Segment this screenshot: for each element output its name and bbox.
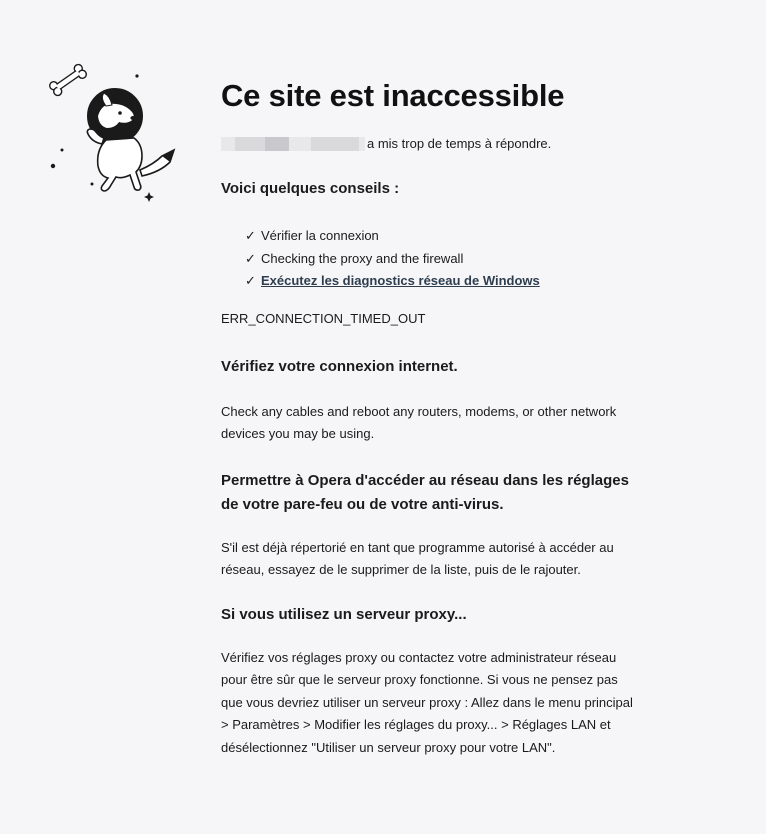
tips-list	[245, 225, 641, 293]
list-item	[245, 270, 641, 293]
timeout-message	[221, 134, 641, 154]
section-body-firewall: S'il est déjà répertorié en tant que programme autorisé à accéder au réseau, essayez de le supprimer de la liste, puis de le rajouter.	[221, 539, 614, 577]
tip-check-connection: Vérifier la connexion	[261, 228, 379, 243]
tips-heading: Voici quelques conseils :	[221, 180, 400, 197]
section-heading-firewall: Permettre à Opera d'accéder au réseau dans les réglages de votre pare-feu ou de votre anti-virus.	[221, 471, 629, 513]
redacted-domain	[221, 136, 365, 152]
check-icon: ✓	[245, 228, 256, 243]
space-dog-icon	[40, 58, 190, 208]
space-dog-illustration	[40, 58, 190, 208]
windows-diagnostics-link[interactable]: Exécutez les diagnostics réseau de Windows	[261, 273, 540, 288]
check-icon: ✓	[245, 273, 256, 288]
section-heading-internet: Vérifiez votre connexion internet.	[221, 357, 458, 375]
check-icon: ✓	[245, 250, 256, 266]
section-body-internet: Check any cables and reboot any routers, modems, or other network devices you may be using.	[221, 403, 617, 441]
bone-icon	[48, 63, 88, 97]
error-content	[221, 76, 641, 759]
error-code: ERR_CONNECTION_TIMED_OUT	[221, 310, 426, 326]
page-title: Ce site est inaccessible	[221, 78, 565, 113]
list-item	[245, 225, 641, 248]
list-item	[245, 248, 641, 271]
timeout-text: a mis trop de temps à répondre.	[367, 136, 552, 151]
section-body-proxy: Vérifiez vos réglages proxy ou contactez votre administrateur réseau pour être sûr que le serveur proxy fonctionne. Si vous ne pensez pas que vous devriez utiliser un serveur proxy : Allez dans le menu principal > Paramètres > Modifier les réglages du proxy... > Réglages LAN et désélectionnez "Utiliser un serveur proxy pour votre LAN".	[221, 649, 633, 755]
section-heading-proxy: Si vous utilisez un serveur proxy...	[221, 605, 467, 623]
tip-check-proxy-firewall: Checking the proxy and the firewall	[261, 250, 464, 266]
